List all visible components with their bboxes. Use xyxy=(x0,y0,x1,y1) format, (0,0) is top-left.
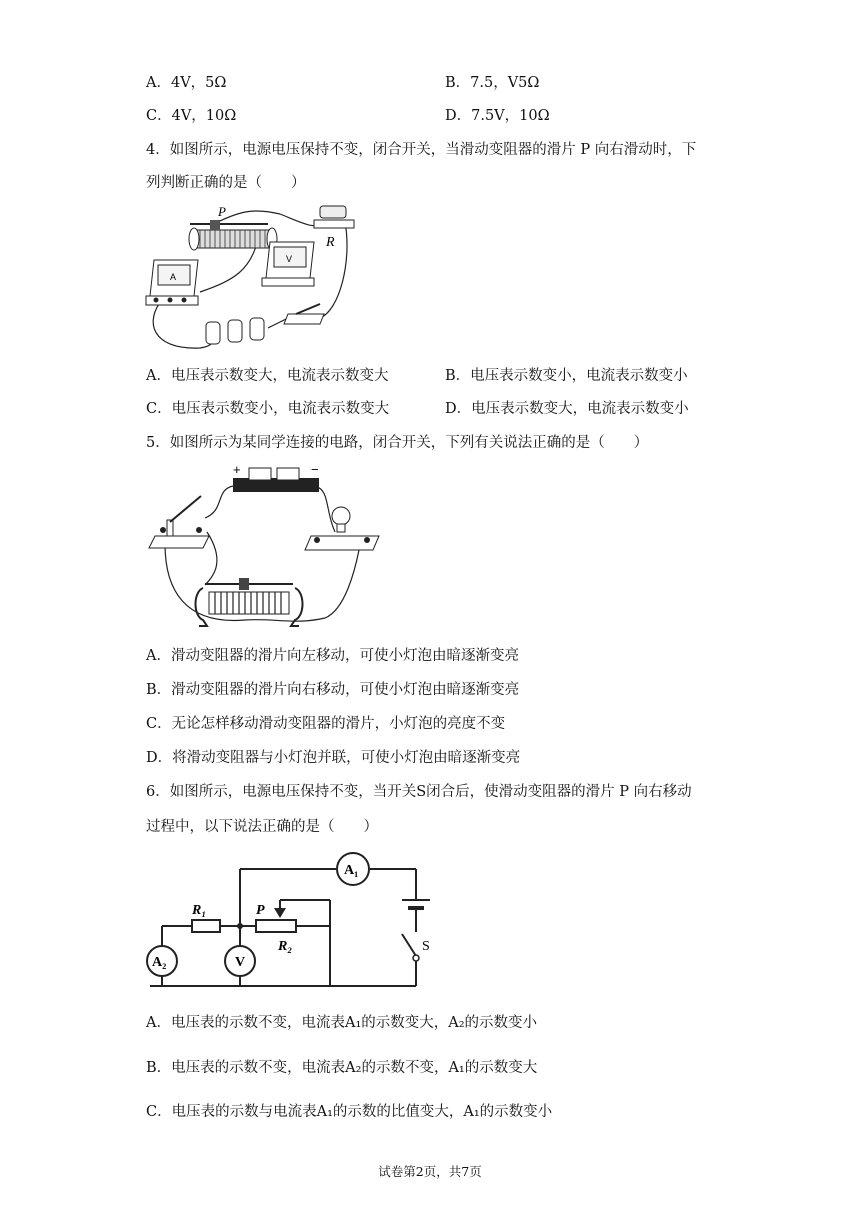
q6-label-v: V xyxy=(235,955,246,970)
q5-option-d: D．将滑动变阻器与小灯泡并联，可使小灯泡由暗逐渐变亮 xyxy=(146,750,521,766)
q6-option-c: C．电压表的示数与电流表A₁的示数的比值变大，A₁的示数变小 xyxy=(146,1104,553,1120)
q6-label-r1: R₁ xyxy=(192,903,207,918)
switch-icon xyxy=(149,496,209,548)
q3-option-a: A．4V，5Ω xyxy=(146,75,227,91)
q5-label-minus: − xyxy=(311,462,319,477)
q4-label-p: P xyxy=(218,204,226,219)
q4-voltmeter-label: V xyxy=(286,254,293,264)
q6-label-a1: A₁ xyxy=(344,863,359,878)
q5-label-plus: + xyxy=(233,462,241,477)
q6-label-s: S xyxy=(422,939,430,954)
q4-option-a: A．电压表示数变大，电流表示数变大 xyxy=(146,368,389,384)
rheostat-icon xyxy=(189,220,277,250)
q3-option-d: D．7.5V，10Ω xyxy=(445,108,550,124)
lamp-icon xyxy=(305,507,379,550)
resistor-r2-icon xyxy=(256,920,296,932)
q6-circuit-figure xyxy=(140,842,440,997)
q4-stem-line1: 4．如图所示，电源电压保持不变，闭合开关，当滑动变阻器的滑片 P 向右滑动时，下 xyxy=(146,142,697,158)
resistor-r1-icon xyxy=(192,920,220,932)
page-footer: 试卷第2页，共7页 xyxy=(378,1164,482,1179)
q4-label-r: R xyxy=(326,235,335,250)
q6-stem-line1: 6．如图所示，电源电压保持不变，当开关S闭合后，使滑动变阻器的滑片 P 向右移动 xyxy=(146,784,692,800)
q6-stem-line2: 过程中，以下说法正确的是（ ） xyxy=(146,819,378,835)
q4-stem-line2: 列判断正确的是（ ） xyxy=(146,175,306,191)
resistor-icon xyxy=(314,206,354,228)
q6-option-b: B．电压表的示数不变，电流表A₂的示数不变，A₁的示数变大 xyxy=(146,1060,538,1076)
rheostat-icon xyxy=(196,578,303,626)
q5-option-b: B．滑动变阻器的滑片向右移动，可使小灯泡由暗逐渐变亮 xyxy=(146,682,520,698)
battery-box-icon xyxy=(233,468,319,492)
q4-option-b: B．电压表示数变小，电流表示数变小 xyxy=(445,368,688,384)
q4-circuit-figure xyxy=(140,200,380,355)
q3-option-c: C．4V，10Ω xyxy=(146,108,237,124)
q5-circuit-figure xyxy=(145,460,390,632)
voltmeter-icon xyxy=(262,242,314,286)
q3-option-b: B．7.5，V5Ω xyxy=(445,75,540,91)
q5-option-c: C．无论怎样移动滑动变阻器的滑片，小灯泡的亮度不变 xyxy=(146,716,506,732)
q4-option-d: D．电压表示数变大，电流表示数变小 xyxy=(445,401,689,417)
q4-ammeter-label: A xyxy=(170,272,177,282)
q5-option-a: A．滑动变阻器的滑片向左移动，可使小灯泡由暗逐渐变亮 xyxy=(146,648,519,664)
switch-icon xyxy=(284,304,324,324)
q6-label-p: P xyxy=(256,903,265,918)
q4-option-c: C．电压表示数变小，电流表示数变大 xyxy=(146,401,390,417)
q6-label-r2: R₂ xyxy=(278,939,293,954)
q6-label-a2: A₂ xyxy=(152,955,167,970)
q6-option-a: A．电压表的示数不变，电流表A₁的示数变大，A₂的示数变小 xyxy=(146,1015,538,1031)
battery-icon xyxy=(206,318,264,344)
q5-stem: 5．如图所示为某同学连接的电路，闭合开关，下列有关说法正确的是（ ） xyxy=(146,435,649,451)
ammeter-icon xyxy=(146,260,198,305)
